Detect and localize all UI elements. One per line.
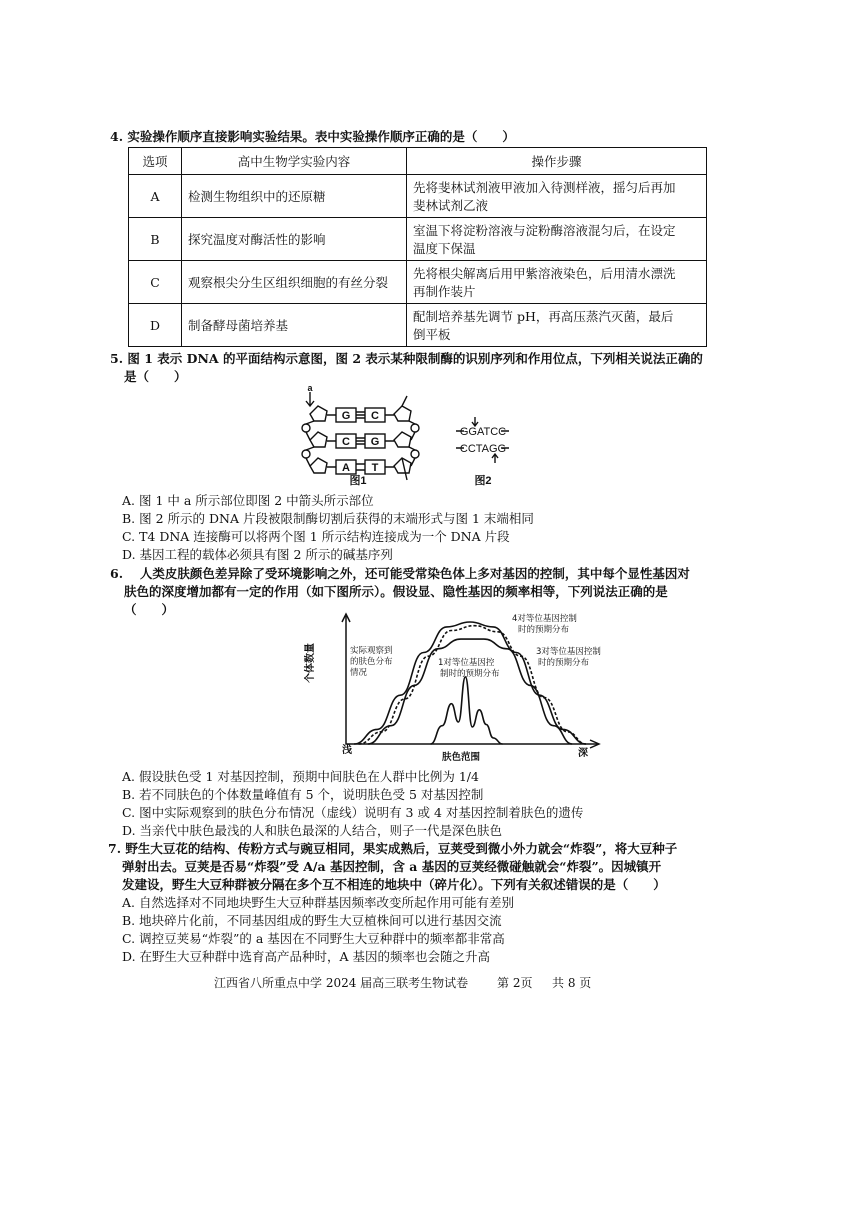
arrow-a-label: a (307, 383, 313, 393)
base-letter: T (371, 462, 379, 474)
steps-line: 先将斐林试剂液甲液加入待测样液，摇匀后再加 (413, 180, 676, 195)
sugar-pentagon (310, 458, 327, 473)
fig2-bottom-seq: CCTAGG (459, 443, 507, 455)
cut-arrow-bottom-icon (492, 454, 498, 463)
table-header-row (129, 148, 707, 175)
y-axis-label: 个体数量 (305, 643, 316, 683)
q5-option-b: B. 图 2 所示的 DNA 片段被限制酶切割后获得的末端形式与图 1 末端相同 (122, 511, 534, 526)
header-content: 高中生物学实验内容 (182, 148, 407, 175)
steps-line: 温度下保温 (413, 241, 476, 256)
table-row (129, 218, 707, 261)
steps-line: 斐林试剂乙液 (413, 198, 489, 213)
x-tick-dark: 深 (578, 748, 588, 759)
q6-option-d: D. 当亲代中肤色最浅的人和肤色最深的人结合，则子一代是深色肤色 (122, 823, 503, 838)
annotation-line: 实际观察到 (350, 646, 393, 656)
q5-stem-line1: 5. 图 1 表示 DNA 的平面结构示意图，图 2 表示某种限制酶的识别序列和作用位点，下列相关说法正确的 (110, 351, 703, 366)
skin-color-chart (305, 608, 606, 766)
table-row (129, 261, 707, 304)
header-steps: 操作步骤 (407, 148, 707, 175)
annotation-1pair (438, 657, 500, 679)
content-cell: 探究温度对酶活性的影响 (182, 218, 407, 261)
sugar-pentagon (310, 432, 327, 447)
sugar-pentagon (394, 432, 411, 447)
annotation-line: 制时的预期分布 (440, 669, 500, 679)
option-cell: D (129, 304, 182, 347)
steps-line: 配制培养基先调节 pH，再高压蒸汽灭菌，最后 (413, 309, 674, 324)
steps-cell (407, 175, 707, 218)
q7-option-b: B. 地块碎片化前，不同基因组成的野生大豆植株间可以进行基因交流 (122, 913, 502, 928)
q6-option-b: B. 若不同肤色的个体数量峰值有 5 个，说明肤色受 5 对基因控制 (122, 787, 484, 802)
q4-stem: 4. 实验操作顺序直接影响实验结果。表中实验操作顺序正确的是（ ） (110, 129, 515, 144)
steps-line: 室温下将淀粉溶液与淀粉酶溶液混匀后，在设定 (413, 223, 676, 238)
q6-stem-line3: （ ） (124, 602, 175, 617)
option-cell: A (129, 175, 182, 218)
content-cell: 观察根尖分生区组织细胞的有丝分裂 (182, 261, 407, 304)
cut-arrow-top-icon (472, 417, 478, 426)
x-axis-label: 肤色范围 (441, 752, 481, 763)
content-cell: 检测生物组织中的还原糖 (182, 175, 407, 218)
steps-line: 先将根尖解离后用甲紫溶液染色，后用清水漂洗 (413, 266, 676, 281)
q7-option-a: A. 自然选择对不同地块野生大豆种群基因频率改变所起作用可能有差别 (122, 895, 514, 910)
table-row (129, 175, 707, 218)
phosphate-circle (302, 424, 310, 432)
annotation-3pairs (536, 646, 601, 668)
q4-table (128, 147, 707, 347)
series-line-3 (431, 677, 503, 744)
q7-stem-line2: 弹射出去。豆荚是否易“炸裂”受 A/a 基因控制，含 a 基因的豆荚经微碰触就会“炸裂”。因城镇开 (122, 859, 662, 874)
x-tick-light: 浅 (342, 745, 352, 756)
arrow-a-icon (306, 392, 314, 406)
q7-option-d: D. 在野生大豆种群中选育高产品种时，A 基因的频率也会随之升高 (122, 949, 491, 964)
steps-cell (407, 218, 707, 261)
steps-cell (407, 261, 707, 304)
fig1-label: 图1 (349, 475, 367, 487)
annotation-4pairs (512, 613, 577, 635)
q7-stem-line1: 7. 野生大豆花的结构、传粉方式与豌豆相同，果实成熟后，豆荚受到微小外力就会“炸裂”，将大豆种子 (108, 841, 678, 856)
q5-stem-line2: 是（ ） (124, 369, 187, 384)
base-letter: A (342, 462, 350, 474)
option-cell: B (129, 218, 182, 261)
q5-figures (296, 384, 526, 486)
q6-stem-line1: 6. 人类皮肤颜色差异除了受环境影响之外，还可能受常染色体上多对基因的控制，其中每个显性基因对 (110, 566, 690, 581)
annotation-line: 的肤色分布 (350, 657, 393, 667)
phosphate-circle (411, 424, 419, 432)
fig2-top-seq: GGATCC (459, 426, 507, 438)
base-letter: C (371, 410, 379, 422)
footer-page: 第 2页 (497, 976, 533, 990)
steps-line: 再制作装片 (413, 284, 476, 299)
q6-option-a: A. 假设肤色受 1 对基因控制，预期中间肤色在人群中比例为 1/4 (122, 769, 479, 784)
footer-total: 共 8 页 (552, 976, 592, 990)
annotation-observed (350, 645, 393, 678)
q5-option-d: D. 基因工程的载体必须具有图 2 所示的碱基序列 (122, 547, 393, 562)
fig2-label: 图2 (474, 475, 492, 487)
phosphate-circle (302, 450, 310, 458)
base-letter: C (342, 436, 350, 448)
q5-option-c: C. T4 DNA 连接酶可以将两个图 1 所示结构连接成为一个 DNA 片段 (122, 529, 510, 544)
footer-title: 江西省八所重点中学 2024 届高三联考生物试卷 (214, 976, 469, 990)
annotation-line: 1对等位基因控 (438, 658, 495, 668)
q6-stem-line2: 肤色的深度增加都有一定的作用（如下图所示）。假设显、隐性基因的频率相等，下列说法正确的是 (124, 584, 668, 599)
annotation-line: 情况 (350, 668, 368, 678)
steps-cell (407, 304, 707, 347)
q7-stem-line3: 发建设，野生大豆种群被分隔在多个互不相连的地块中（碎片化）。下列有关叙述错误的是（ ） (122, 877, 666, 892)
base-letter: G (370, 436, 380, 448)
table-row (129, 304, 707, 347)
annotation-line: 时的预期分布 (538, 658, 590, 668)
q6-option-c: C. 图中实际观察到的肤色分布情况（虚线）说明有 3 或 4 对基因控制着肤色的遗传 (122, 805, 584, 820)
q7-option-c: C. 调控豆荚易“炸裂”的 a 基因在不同野生大豆种群中的频率都非常高 (122, 931, 505, 946)
sugar-pentagon (310, 406, 327, 421)
annotation-line: 3对等位基因控制 (536, 647, 601, 657)
header-option: 选项 (129, 148, 182, 175)
sugar-pentagon (394, 406, 411, 421)
q5-option-a: A. 图 1 中 a 所示部位即图 2 中箭头所示部位 (122, 493, 374, 508)
annotation-line: 4对等位基因控制 (512, 614, 577, 624)
content-cell: 制备酵母菌培养基 (182, 304, 407, 347)
annotation-line: 时的预期分布 (518, 625, 570, 635)
option-cell: C (129, 261, 182, 304)
phosphate-circle (411, 450, 419, 458)
steps-line: 倒平板 (413, 327, 451, 342)
base-letter: G (341, 410, 351, 422)
